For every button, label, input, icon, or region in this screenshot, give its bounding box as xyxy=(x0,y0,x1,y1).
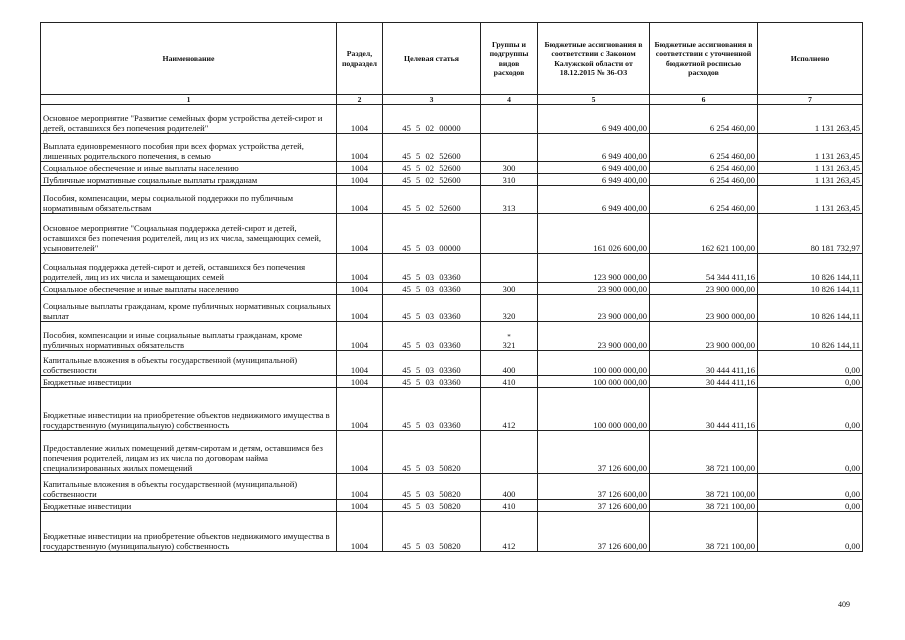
row-executed-amount: 0,00 xyxy=(758,500,863,512)
row-section: 1004 xyxy=(337,174,383,186)
row-refined-amount: 6 254 460,00 xyxy=(650,162,758,174)
row-name: Основное мероприятие "Развитие семейных форм устройства детей-сирот и детей, оставшихся без попечения родителей" xyxy=(41,105,337,134)
table-body xyxy=(41,105,863,552)
row-target-code: 45 5 02 52600 xyxy=(383,162,481,174)
row-target-code: 45 5 03 50820 xyxy=(383,474,481,500)
header-law: Бюджетные ассигнования в соответствии с Законом Калужской области от 18.12.2015 № 36-ОЗ xyxy=(538,23,650,95)
row-name: Публичные нормативные социальные выплаты гражданам xyxy=(41,174,337,186)
row-section: 1004 xyxy=(337,474,383,500)
column-number: 5 xyxy=(538,95,650,105)
row-executed-amount: 10 826 144,11 xyxy=(758,254,863,283)
row-executed-amount: 10 826 144,11 xyxy=(758,295,863,322)
row-refined-amount: 30 444 411,16 xyxy=(650,388,758,431)
row-name: Пособия, компенсации и иные социальные выплаты гражданам, кроме публичных нормативных обязательств xyxy=(41,322,337,351)
column-number-row xyxy=(41,95,863,105)
row-target-code: 45 5 03 03360 xyxy=(383,376,481,388)
row-name: Основное мероприятие "Социальная поддержка детей-сирот и детей, оставшихся без попечения родителей, лиц из их числа, замещающих семей, усыновителей" xyxy=(41,214,337,254)
row-group xyxy=(481,254,538,283)
page-number: 409 xyxy=(838,600,850,609)
row-refined-amount: 23 900 000,00 xyxy=(650,283,758,295)
row-law-amount: 6 949 400,00 xyxy=(538,105,650,134)
row-executed-amount: 1 131 263,45 xyxy=(758,186,863,214)
row-section: 1004 xyxy=(337,500,383,512)
row-group: 310 xyxy=(481,174,538,186)
row-name: Социальные выплаты гражданам, кроме публичных нормативных социальных выплат xyxy=(41,295,337,322)
row-refined-amount: 6 254 460,00 xyxy=(650,186,758,214)
row-group: 320 xyxy=(481,295,538,322)
row-group xyxy=(481,134,538,162)
row-section: 1004 xyxy=(337,162,383,174)
row-law-amount: 123 900 000,00 xyxy=(538,254,650,283)
row-section: 1004 xyxy=(337,388,383,431)
row-law-amount: 6 949 400,00 xyxy=(538,174,650,186)
row-law-amount: 37 126 600,00 xyxy=(538,474,650,500)
row-group: 313 xyxy=(481,186,538,214)
row-executed-amount: 0,00 xyxy=(758,376,863,388)
row-target-code: 45 5 03 03360 xyxy=(383,295,481,322)
row-group xyxy=(481,431,538,474)
header-executed: Исполнено xyxy=(758,23,863,95)
row-executed-amount: 1 131 263,45 xyxy=(758,105,863,134)
row-executed-amount: 0,00 xyxy=(758,388,863,431)
row-law-amount: 23 900 000,00 xyxy=(538,295,650,322)
row-executed-amount: 0,00 xyxy=(758,351,863,376)
row-section: 1004 xyxy=(337,376,383,388)
row-target-code: 45 5 03 03360 xyxy=(383,351,481,376)
table-row xyxy=(41,388,863,431)
row-name: Бюджетные инвестиции xyxy=(41,500,337,512)
column-number: 2 xyxy=(337,95,383,105)
row-executed-amount: 1 131 263,45 xyxy=(758,174,863,186)
row-section: 1004 xyxy=(337,105,383,134)
row-group xyxy=(481,105,538,134)
row-executed-amount: 0,00 xyxy=(758,431,863,474)
header-refined: Бюджетные ассигнования в соответствии с уточненной бюджетной росписью расходов xyxy=(650,23,758,95)
row-name: Бюджетные инвестиции xyxy=(41,376,337,388)
row-refined-amount: 23 900 000,00 xyxy=(650,322,758,351)
row-group-value: 321 xyxy=(502,340,516,350)
row-law-amount: 37 126 600,00 xyxy=(538,431,650,474)
column-number: 4 xyxy=(481,95,538,105)
table-row xyxy=(41,214,863,254)
row-law-amount: 100 000 000,00 xyxy=(538,376,650,388)
row-section: 1004 xyxy=(337,186,383,214)
table-row xyxy=(41,162,863,174)
row-mark: * xyxy=(507,333,511,341)
row-law-amount: 6 949 400,00 xyxy=(538,186,650,214)
row-executed-amount: 80 181 732,97 xyxy=(758,214,863,254)
table-row xyxy=(41,174,863,186)
row-refined-amount: 30 444 411,16 xyxy=(650,351,758,376)
column-number: 1 xyxy=(41,95,337,105)
row-group xyxy=(481,322,538,351)
row-law-amount: 6 949 400,00 xyxy=(538,162,650,174)
row-target-code: 45 5 03 50820 xyxy=(383,431,481,474)
row-refined-amount: 6 254 460,00 xyxy=(650,174,758,186)
row-law-amount: 37 126 600,00 xyxy=(538,512,650,552)
table-row xyxy=(41,512,863,552)
table-row xyxy=(41,376,863,388)
row-name: Капитальные вложения в объекты государственной (муниципальной) собственности xyxy=(41,351,337,376)
row-name: Бюджетные инвестиции на приобретение объектов недвижимого имущества в государственную (муниципальную) собственность xyxy=(41,512,337,552)
row-target-code: 45 5 02 52600 xyxy=(383,186,481,214)
table-row xyxy=(41,134,863,162)
row-target-code: 45 5 03 50820 xyxy=(383,512,481,552)
row-law-amount: 100 000 000,00 xyxy=(538,351,650,376)
row-executed-amount: 1 131 263,45 xyxy=(758,134,863,162)
row-name: Пособия, компенсации, меры социальной поддержки по публичным нормативным обязательствам xyxy=(41,186,337,214)
row-name: Выплата единовременного пособия при всех формах устройства детей, лишенных родительского попечения, в семью xyxy=(41,134,337,162)
table-row xyxy=(41,254,863,283)
row-law-amount: 37 126 600,00 xyxy=(538,500,650,512)
row-target-code: 45 5 03 03360 xyxy=(383,283,481,295)
row-executed-amount: 0,00 xyxy=(758,474,863,500)
table-row xyxy=(41,431,863,474)
column-number: 3 xyxy=(383,95,481,105)
table-row xyxy=(41,322,863,351)
row-group: 412 xyxy=(481,512,538,552)
column-number: 7 xyxy=(758,95,863,105)
row-group xyxy=(481,214,538,254)
row-law-amount: 161 026 600,00 xyxy=(538,214,650,254)
row-target-code: 45 5 03 00000 xyxy=(383,214,481,254)
row-target-code: 45 5 03 03360 xyxy=(383,322,481,351)
row-group: 400 xyxy=(481,474,538,500)
header-groups: Группы и подгруппы видов расходов xyxy=(481,23,538,95)
row-section: 1004 xyxy=(337,431,383,474)
row-refined-amount: 38 721 100,00 xyxy=(650,474,758,500)
row-section: 1004 xyxy=(337,214,383,254)
row-refined-amount: 162 621 100,00 xyxy=(650,214,758,254)
row-group: 300 xyxy=(481,162,538,174)
row-target-code: 45 5 03 50820 xyxy=(383,500,481,512)
row-law-amount: 6 949 400,00 xyxy=(538,134,650,162)
row-executed-amount: 10 826 144,11 xyxy=(758,322,863,351)
table-row xyxy=(41,105,863,134)
row-executed-amount: 0,00 xyxy=(758,512,863,552)
row-section: 1004 xyxy=(337,295,383,322)
row-executed-amount: 1 131 263,45 xyxy=(758,162,863,174)
table-row xyxy=(41,186,863,214)
row-section: 1004 xyxy=(337,283,383,295)
row-target-code: 45 5 02 00000 xyxy=(383,105,481,134)
row-section: 1004 xyxy=(337,322,383,351)
row-name: Бюджетные инвестиции на приобретение объектов недвижимого имущества в государственную (муниципальную) собственность xyxy=(41,388,337,431)
row-refined-amount: 38 721 100,00 xyxy=(650,431,758,474)
row-law-amount: 23 900 000,00 xyxy=(538,283,650,295)
row-name: Капитальные вложения в объекты государственной (муниципальной) собственности xyxy=(41,474,337,500)
row-section: 1004 xyxy=(337,512,383,552)
row-section: 1004 xyxy=(337,134,383,162)
row-group: 300 xyxy=(481,283,538,295)
row-target-code: 45 5 02 52600 xyxy=(383,134,481,162)
row-group: 410 xyxy=(481,500,538,512)
header-section: Раздел, подраздел xyxy=(337,23,383,95)
row-target-code: 45 5 02 52600 xyxy=(383,174,481,186)
row-target-code: 45 5 03 03360 xyxy=(383,388,481,431)
table-row xyxy=(41,295,863,322)
table-row xyxy=(41,474,863,500)
row-group: 410 xyxy=(481,376,538,388)
row-refined-amount: 6 254 460,00 xyxy=(650,105,758,134)
row-section: 1004 xyxy=(337,351,383,376)
header-target: Целевая статья xyxy=(383,23,481,95)
row-refined-amount: 30 444 411,16 xyxy=(650,376,758,388)
row-name: Социальная поддержка детей-сирот и детей, оставшихся без попечения родителей, лиц из их числа и замещающих семей xyxy=(41,254,337,283)
table-row xyxy=(41,283,863,295)
row-refined-amount: 54 344 411,16 xyxy=(650,254,758,283)
row-law-amount: 100 000 000,00 xyxy=(538,388,650,431)
row-refined-amount: 23 900 000,00 xyxy=(650,295,758,322)
row-group: 412 xyxy=(481,388,538,431)
row-name: Предоставление жилых помещений детям-сиротам и детям, оставшимся без попечения родителей, лицам из их числа по договорам найма специализированных жилых помещений xyxy=(41,431,337,474)
row-executed-amount: 10 826 144,11 xyxy=(758,283,863,295)
row-section: 1004 xyxy=(337,254,383,283)
row-law-amount: 23 900 000,00 xyxy=(538,322,650,351)
row-name: Социальное обеспечение и иные выплаты населению xyxy=(41,283,337,295)
row-name: Социальное обеспечение и иные выплаты населению xyxy=(41,162,337,174)
budget-table xyxy=(40,22,863,552)
table-row xyxy=(41,500,863,512)
header-name: Наименование xyxy=(41,23,337,95)
row-group: 400 xyxy=(481,351,538,376)
header-row xyxy=(41,23,863,95)
column-number: 6 xyxy=(650,95,758,105)
row-refined-amount: 38 721 100,00 xyxy=(650,512,758,552)
row-refined-amount: 6 254 460,00 xyxy=(650,134,758,162)
table-row xyxy=(41,351,863,376)
row-target-code: 45 5 03 03360 xyxy=(383,254,481,283)
row-refined-amount: 38 721 100,00 xyxy=(650,500,758,512)
